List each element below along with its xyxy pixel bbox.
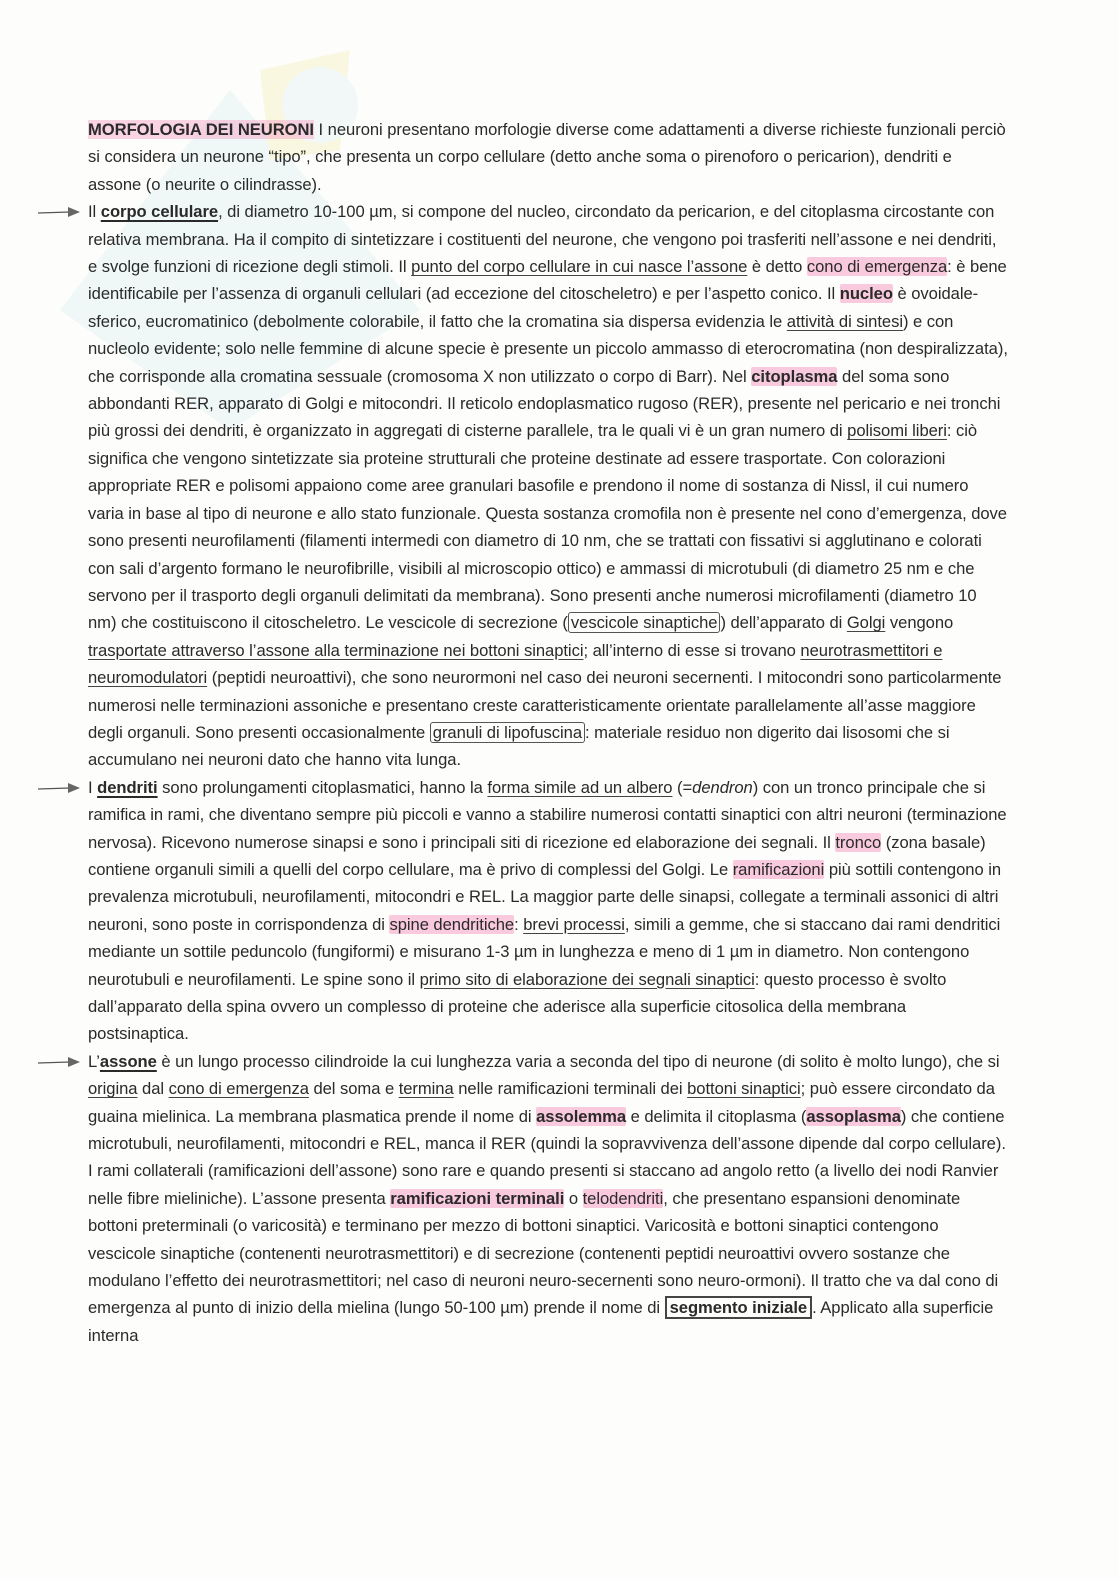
marked-term: primo sito di elaborazione dei segnali sinaptici [419, 969, 755, 989]
marked-term: neurotrasmettitori e neuromodulatori [88, 640, 943, 688]
marked-term: Golgi [846, 613, 886, 633]
marked-term: assone [99, 1051, 157, 1071]
text-run: : materiale residuo non digerito dai lisosomi che si accumulano nei neuroni dato che hanno vita lunga. [88, 722, 950, 770]
marked-term: nucleo [839, 284, 893, 304]
text-run: L’ [88, 1051, 100, 1071]
marked-term: origina [88, 1079, 138, 1099]
text-run: , simili a gemme, che si staccano dai rami dendritici mediante un sottile peduncolo (fungiformi) e misurano 1-3 µm in lunghezza e meno di 1 µm in diametro. Non contengono neurotubuli e neurofilamenti. Le spine sono il [88, 914, 1001, 989]
text-run: sono prolungamenti citoplasmatici, hanno la [157, 777, 488, 797]
document-page [88, 116, 1008, 1349]
marked-term: assolemma [536, 1106, 627, 1126]
paragraph-intro [88, 116, 1008, 198]
text-run: ) e con nucleolo evidente; solo nelle femmine di alcune specie è presente un piccolo ammasso di eterocromatina (non despiralizzata), che corrisponde alla cromatina sessuale (cromosoma X non utilizzato o corpo di Barr). Nel [88, 311, 1008, 386]
margin-arrow-icon [36, 204, 82, 220]
marked-term: cono di emergenza [168, 1079, 309, 1099]
text-run: : è bene identificabile per l’assenza di organuli cellulari (ad eccezione del citoscheletro) e per l’aspetto conico. Il [88, 257, 1007, 304]
text-run: ) dell’apparato di [720, 613, 847, 633]
text-run: dal [137, 1079, 169, 1099]
paragraph-assone [88, 1048, 1008, 1349]
text-run: e delimita il citoplasma ( [626, 1106, 807, 1126]
text-run: : ciò significa che vengono sintetizzate sia proteine strutturali che proteine destinate ad essere trasportate. Con colorazioni appropriate RER e polisomi appaiono come aree granulari basofile e prendono il nome di sostanza di Nissl, il cui numero varia in base al tipo di neurone e allo stato funzionale. Questa sostanza cromofila non è presente nel cono d’emergenza, dove sono presenti neurofilamenti (filamenti intermedi con diametro di 10 nm, che se trattati con fissativi si agglutinano e colorati con sali d’argento formano le neurofibrille, visibili al microscopio ottico) e ammassi di microtubuli (di diametro 25 nm e che servono per il trasporto degli organuli delimitati da membrana). Sono presenti anche numerosi microfilamenti (diametro 10 nm) che costituiscono il citoscheletro. Le vescicole di secrezione ( [88, 421, 1007, 633]
text-run: , che presentano espansioni denominate bottoni preterminali (o varicosità) e terminano per mezzo di bottoni sinaptici. Varicosità e bottoni sinaptici contengono vescicole sinaptiche (contenenti neurotrasmettitori) e di secrezione (contenenti peptidi neuroattivi ovvero sostanze che modulano l’effetto dei neurotrasmettitori; nel caso di neuroni neuro-secernenti sono neuro-ormoni). Il tratto che va dal cono di emergenza al punto di inizio della mielina (lungo 50-100 µm) prende il nome di [88, 1188, 999, 1318]
paragraph-corpo [88, 198, 1008, 774]
text-run: più sottili contengono in prevalenza microtubuli, neurofilamenti, mitocondri e REL. La maggior parte delle sinapsi, collegate a terminali assonici di altri neuroni, sono poste in corrispondenza di [88, 859, 1002, 934]
margin-arrow-icon [36, 780, 82, 796]
marked-term: bottoni sinaptici [687, 1079, 801, 1099]
text-run: Il [88, 202, 101, 222]
marked-term: attività di sintesi [786, 311, 903, 331]
text-run: ; può essere circondato da guaina mielinica. La membrana plasmatica prende il nome di [88, 1079, 995, 1126]
margin-arrow-icon [36, 1054, 82, 1070]
marked-term: polisomi liberi [847, 421, 947, 441]
text-run: . Applicato alla superficie interna [88, 1298, 994, 1345]
text-run: I neuroni presentano morfologie diverse come adattamenti a diverse richieste funzionali perciò si considera un neurone “tipo”, che presenta un corpo cellulare (detto anche soma o pirenoforo o pericarion), dendriti e assone (o neurite o cilindrasse). [88, 120, 1006, 194]
text-run: I [88, 777, 98, 797]
text-run: (= [672, 777, 693, 797]
marked-term: corpo cellulare [100, 202, 219, 222]
marked-term: brevi processi [523, 914, 625, 934]
marked-term: vescicole sinaptiche [568, 612, 721, 633]
marked-term: citoplasma [751, 366, 838, 386]
marked-term: dendriti [97, 777, 158, 797]
text-run: o [564, 1188, 583, 1208]
marked-term: telodendriti [582, 1188, 664, 1208]
text-run: : questo processo è svolto dall’apparato della spina ovvero un complesso di proteine che aderisce alla superficie citosolica della membrana postsinaptica. [88, 969, 947, 1044]
text-run: nelle ramificazioni terminali dei [453, 1079, 688, 1099]
marked-term: cono di emergenza [806, 257, 948, 277]
text-run: ; all’interno di esse si trovano [583, 640, 801, 660]
text-run: è detto [747, 257, 807, 277]
text-run: : [514, 914, 524, 934]
text-run: del soma e [308, 1079, 399, 1099]
marked-term: punto del corpo cellulare in cui nasce l’assone [411, 257, 748, 277]
marked-term: MORFOLOGIA DEI NEURONI [88, 120, 314, 139]
text-run: del soma sono abbondanti RER, apparato di Golgi e mitocondri. Il reticolo endoplasmatico rugoso (RER), presente nel pericario e nei tronchi più grossi dei dendriti, è organizzato in aggregati di cisterne parallele, tra le quali vi è un gran numero di [88, 366, 1001, 441]
text-run: è un lungo processo cilindroide la cui lunghezza varia a seconda del tipo di neurone (di solito è molto lungo), che si [156, 1051, 1000, 1071]
text-run: vengono [885, 613, 954, 633]
marked-term: tronco [835, 832, 882, 852]
marked-term: assoplasma [806, 1106, 901, 1126]
paragraph-dendriti [88, 774, 1008, 1048]
marked-term: spine dendritiche [389, 914, 515, 934]
text-run: è ovoidale-sferico, eucromatinico (debolmente colorabile, il fatto che la cromatina sia dispersa evidenzia le [88, 284, 979, 331]
marked-term: forma simile ad un albero [487, 777, 673, 797]
text-run: ) che contiene microtubuli, neurofilamenti, mitocondri e REL, manca il RER (quindi la sopravvivenza dell’assone dipende dal corpo cellulare). I rami collaterali (ramificazioni dell’assone) sono rare e quando presenti si staccano ad angolo retto (a livello dei nodi Ranvier nelle fibre mieliniche). L’assone presenta [88, 1106, 1006, 1208]
marked-term: granuli di lipofuscina [430, 722, 585, 743]
marked-term: ramificazioni [732, 859, 825, 879]
marked-term: dendron [692, 777, 753, 797]
marked-term: ramificazioni terminali [390, 1188, 565, 1208]
text-run: (peptidi neuroattivi), che sono neurormoni nel caso dei neuroni secernenti. I mitocondri sono particolarmente numerosi nelle terminazioni assoniche e presentano creste caratteristicamente orientate parallelamente all’asse maggiore degli organuli. Sono presenti occasionalmente [88, 668, 1002, 742]
text-run: ) con un tronco principale che si ramifica in rami, che diventano sempre più piccoli e vanno a stabilire numerosi contatti sinaptici con altri neuroni (terminazione nervosa). Ricevono numerose sinapsi e sono i principali siti di ricezione ed elaborazione dei segnali. Il [88, 777, 1007, 852]
marked-term: trasportate attraverso l’assone alla terminazione nei bottoni sinaptici [88, 640, 584, 660]
text-run: (zona basale) contiene organuli simili a quelli del corpo cellulare, ma è privo di complessi del Golgi. Le [88, 832, 986, 879]
text-run: , di diametro 10-100 µm, si compone del nucleo, circondato da pericarion, e del citoplasma circostante con relativa membrana. Ha il compito di sintetizzare i costituenti del neurone, che vengono poi trasferiti nell’assone e nei dendriti, e svolge funzioni di ricezione degli stimoli. Il [88, 202, 997, 277]
marked-term: segmento iniziale [665, 1296, 812, 1319]
marked-term: termina [398, 1079, 454, 1099]
